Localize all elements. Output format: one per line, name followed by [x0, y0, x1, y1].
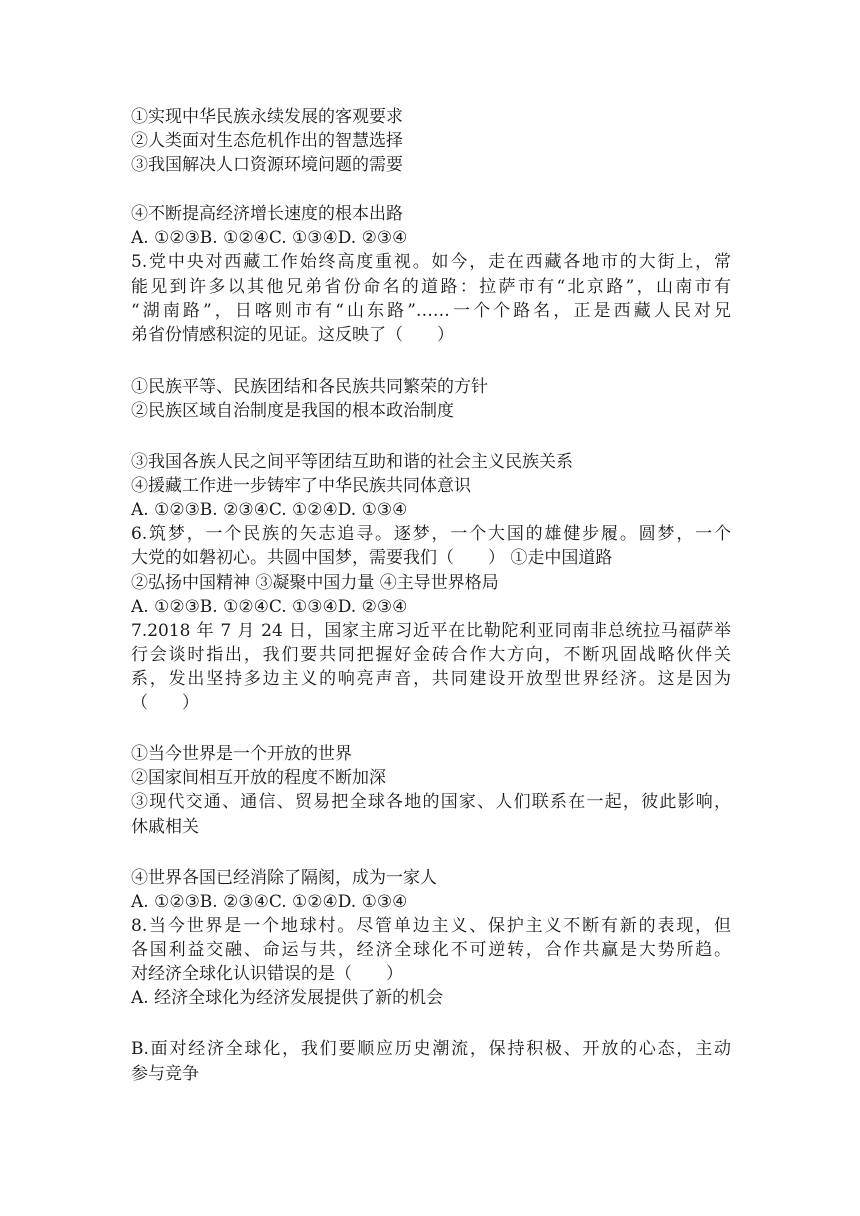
question-5-text: “湖南路”，日喀则市有“山东路”……一个个路名，正是西藏人民对兄	[131, 301, 731, 321]
option-line: ②弘扬中国精神 ③凝聚中国力量 ④主导世界格局	[131, 573, 499, 593]
question-7-text: 系，发出坚持多边主义的响亮声音，共同建设开放型世界经济。这是因为	[131, 669, 731, 689]
answer-choices: A. ①②③B. ②③④C. ①②④D. ①③④	[131, 500, 408, 520]
option-line: ①当今世界是一个开放的世界	[131, 744, 352, 764]
question-7-text: 行会谈时指出，我们要共同把握好金砖合作大方向，不断巩固战略伙伴关	[131, 645, 731, 665]
option-line: B.面对经济全球化，我们要顺应历史潮流，保持积极、开放的心态，主动	[131, 1039, 731, 1059]
option-line: 参与竞争	[131, 1064, 199, 1084]
option-line: ①实现中华民族永续发展的客观要求	[131, 107, 403, 127]
option-line: ③我国解决人口资源环境问题的需要	[131, 155, 403, 175]
answer-choices: A. ①②③B. ②③④C. ①②④D. ①③④	[131, 892, 408, 912]
option-line: ②人类面对生态危机作出的智慧选择	[131, 131, 403, 151]
option-line: ②国家间相互开放的程度不断加深	[131, 768, 386, 788]
option-line: ④世界各国已经消除了隔阂，成为一家人	[131, 868, 437, 888]
option-line: ③现代交通、通信、贸易把全球各地的国家、人们联系在一起，彼此影响，	[131, 792, 731, 812]
question-8-text: 8.当今世界是一个地球村。尽管单边主义、保护主义不断有新的表现，但	[131, 916, 731, 936]
answer-choices: A. ①②③B. ①②④C. ①③④D. ②③④	[131, 228, 408, 248]
option-line: ④不断提高经济增长速度的根本出路	[131, 204, 403, 224]
question-5-text: 弟省份情感积淀的见证。这反映了（ ）	[131, 325, 454, 345]
question-5-text: 能见到许多以其他兄弟省份命名的道路：拉萨市有“北京路”，山南市有	[131, 277, 731, 297]
question-8-text: 各国利益交融、命运与共，经济全球化不可逆转，合作共赢是大势所趋。	[131, 940, 731, 960]
question-7-text: 7.2018 年 7 月 24 日，国家主席习近平在比勒陀利亚同南非总统拉马福萨举	[131, 621, 731, 641]
question-7-text: （ ）	[131, 693, 199, 713]
question-6-text: 大党的如磐初心。共圆中国梦，需要我们（ ） ①走中国道路	[131, 548, 613, 568]
option-line: ③我国各族人民之间平等团结互助和谐的社会主义民族关系	[131, 452, 573, 472]
option-line: ①民族平等、民族团结和各民族共同繁荣的方针	[131, 377, 488, 397]
question-6-text: 6.筑梦，一个民族的矢志追寻。逐梦，一个大国的雄健步履。圆梦，一个	[131, 524, 731, 544]
option-line: ④援藏工作进一步铸牢了中华民族共同体意识	[131, 476, 471, 496]
option-line: A. 经济全球化为经济发展提供了新的机会	[131, 988, 444, 1008]
question-5-text: 5.党中央对西藏工作始终高度重视。如今，走在西藏各地市的大街上，常	[131, 252, 731, 272]
option-line: 休戚相关	[131, 817, 199, 837]
answer-choices: A. ①②③B. ①②④C. ①③④D. ②③④	[131, 597, 408, 617]
option-line: ②民族区域自治制度是我国的根本政治制度	[131, 401, 454, 421]
question-8-text: 对经济全球化认识错误的是（ ）	[131, 964, 403, 984]
